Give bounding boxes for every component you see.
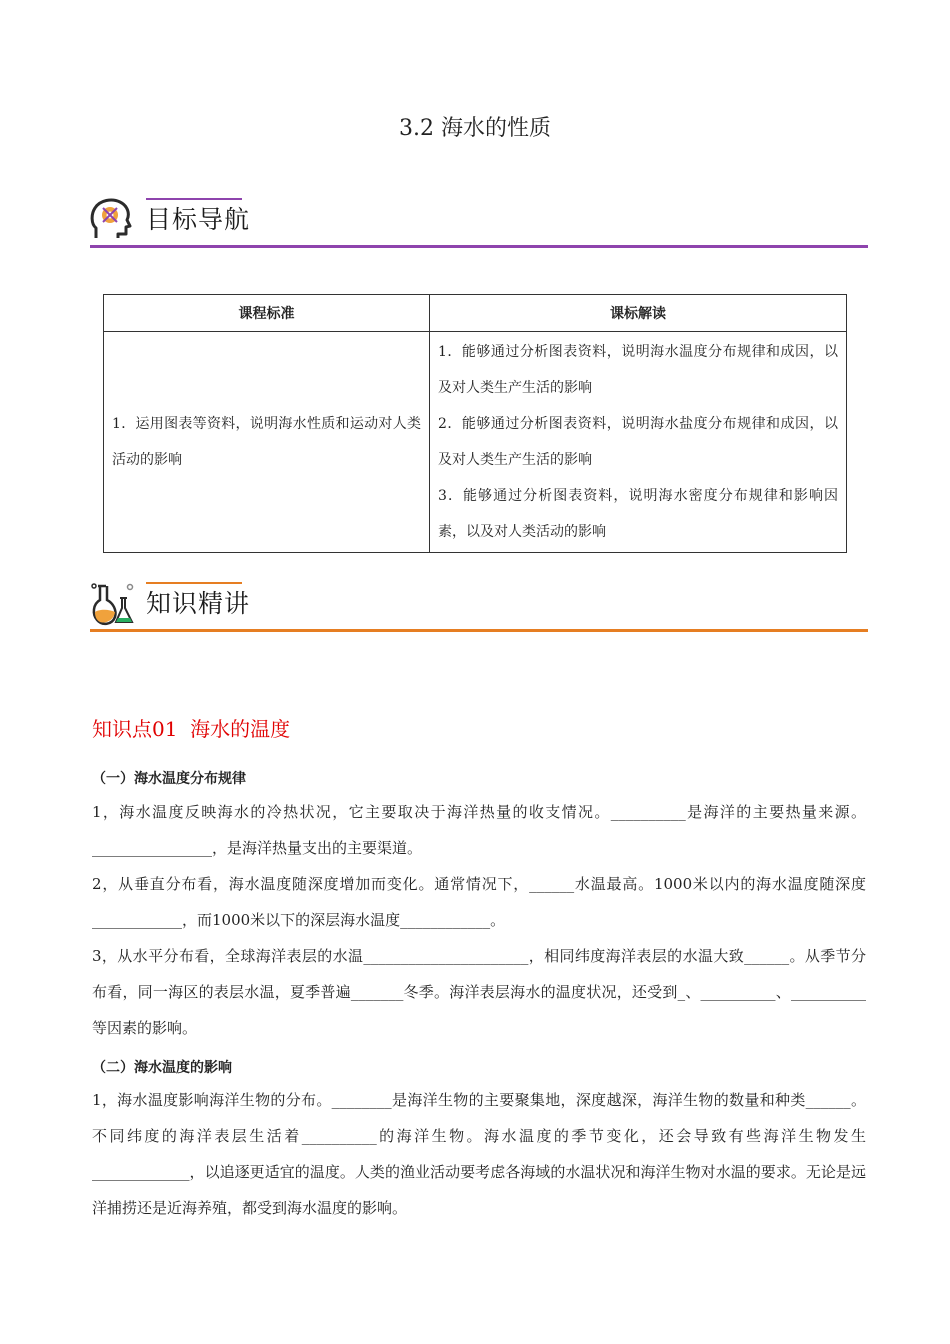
table-cell-standard: 1．运用图表等资料，说明海水性质和运动对人类活动的影响 [104, 332, 430, 553]
divider [90, 629, 868, 632]
section-label: 知识精讲 [146, 589, 251, 618]
section-label: 目标导航 [146, 205, 251, 234]
curriculum-table [103, 294, 847, 553]
interpretation-item: 1．能够通过分析图表资料，说明海水温度分布规律和成因，以及对人类生产生活的影响 [438, 344, 838, 396]
paragraph: 1，海水温度反映海水的冷热状况，它主要取决于海洋热量的收支情况。__________是海洋的主要热量来源。________________，是海洋热量支出的主要渠道。 [92, 803, 866, 857]
kp-number: 01 [152, 717, 178, 741]
flask-icon [90, 580, 134, 628]
knowledge-point-heading [92, 713, 290, 742]
table-cell-interpretation [430, 332, 847, 553]
page-title: 3.2 海水的性质 [399, 116, 551, 141]
paragraph: 1，海水温度影响海洋生物的分布。________是海洋生物的主要聚集地，深度越深，海洋生物的数量和种类______。不同纬度的海洋表层生活着__________的海洋生物。海水温度的季节变化，还会导致有些海洋生物发生_____________，以追逐更适宜的温度。人类的渔业活动要考虑各海域的水温状况和海洋生物对水温的要求。无论是远洋捕捞还是近海养殖，都受到海水温度的影响。 [92, 1091, 866, 1217]
subheading: （二）海水温度的影响 [92, 1060, 232, 1076]
divider [90, 245, 868, 248]
interpretation-item: 3．能够通过分析图表资料，说明海水密度分布规律和影响因素，以及对人类活动的影响 [438, 488, 838, 540]
brain-gear-icon [90, 196, 134, 244]
interpretation-item: 2．能够通过分析图表资料，说明海水盐度分布规律和成因，以及对人类生产生活的影响 [438, 416, 838, 468]
kp-prefix: 知识点 [92, 717, 152, 741]
table-header: 课标解读 [430, 295, 847, 332]
subheading: （一）海水温度分布规律 [92, 771, 246, 787]
section-header-goal-nav [90, 196, 868, 248]
paragraph: 3，从水平分布看，全球海洋表层的水温______________________，相同纬度海洋表层的水温大致______。从季节分布看，同一海区的表层水温，夏季普遍_______冬季。海洋表层海水的温度状况，还受到_、__________、__________等因素的影响。 [92, 947, 866, 1037]
paragraph: 2，从垂直分布看，海水温度随深度增加而变化。通常情况下，______水温最高。1000米以内的海水温度随深度____________，而1000米以下的深层海水温度____________。 [92, 875, 866, 929]
kp-title: 海水的温度 [190, 717, 291, 741]
table-header: 课程标准 [104, 295, 430, 332]
section-header-knowledge [90, 580, 868, 632]
